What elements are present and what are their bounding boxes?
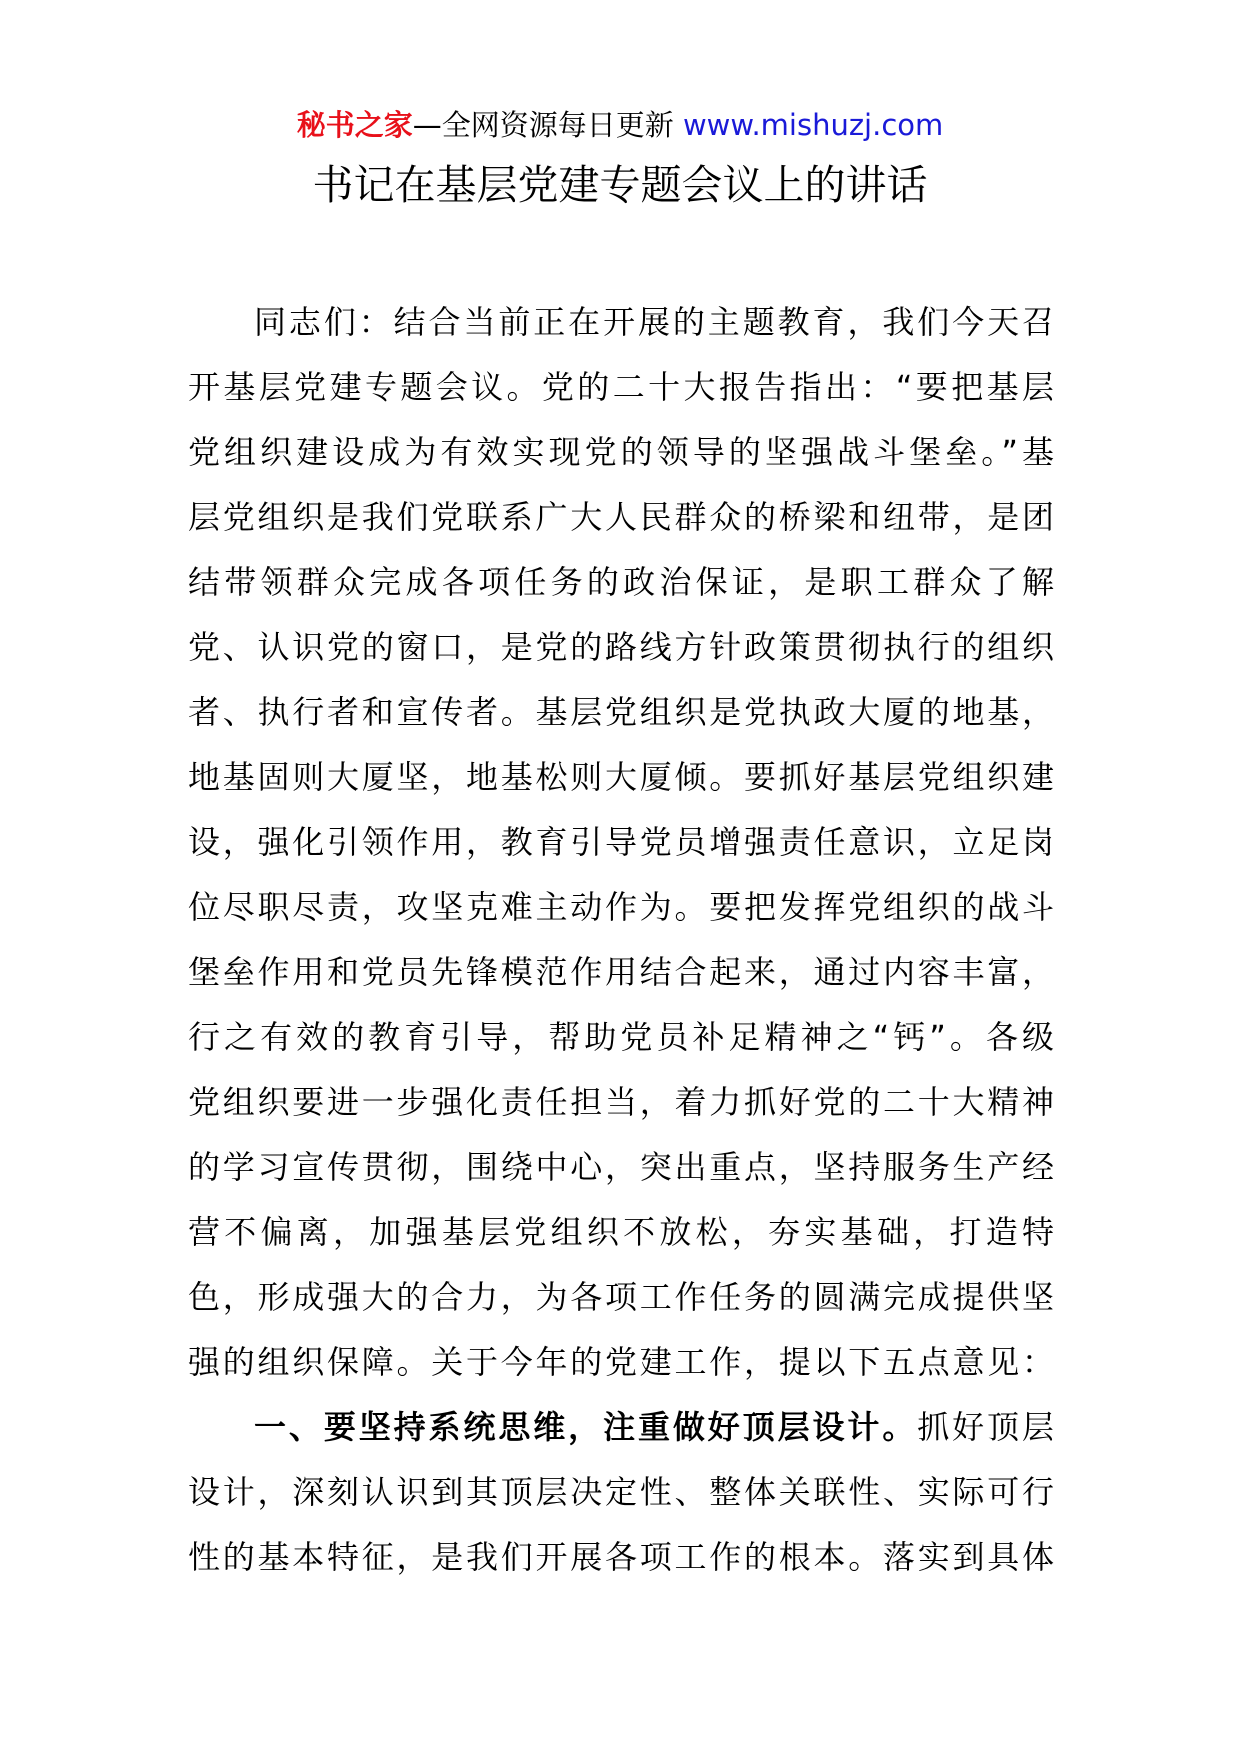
- paragraph-line: 位尽职尽责，攻坚克难主动作为。要把发挥党组织的战斗: [188, 888, 1054, 926]
- section-1-first-line: [188, 1395, 1054, 1460]
- paragraph-line: 层党组织是我们党联系广大人民群众的桥梁和纽带，是团: [188, 498, 1054, 536]
- paragraph-line: 强的组织保障。关于今年的党建工作，提以下五点意见：: [188, 1343, 1054, 1381]
- paragraph-line: 营不偏离，加强基层党组织不放松，夯实基础，打造特: [188, 1213, 1054, 1251]
- site-url-link[interactable]: www.mishuzj.com: [682, 108, 944, 142]
- paragraph-line: 同志们：结合当前正在开展的主题教育，我们今天召: [254, 303, 1054, 341]
- paragraph-line: 设计，深刻认识到其顶层决定性、整体关联性、实际可行: [188, 1473, 1054, 1511]
- paragraph-line: 结带领群众完成各项任务的政治保证，是职工群众了解: [188, 563, 1054, 601]
- site-brand: 秘书之家: [296, 108, 413, 142]
- paragraph-line: 设，强化引领作用，教育引导党员增强责任意识，立足岗: [188, 823, 1054, 861]
- document-body: [188, 290, 1054, 1590]
- paragraph-line: 党、认识党的窗口，是党的路线方针政策贯彻执行的组织: [188, 628, 1054, 666]
- site-tagline: —全网资源每日更新: [412, 108, 683, 142]
- document-title: 书记在基层党建专题会议上的讲话: [312, 161, 928, 209]
- paragraph-line: 开基层党建专题会议。党的二十大报告指出：“要把基层: [188, 368, 1054, 406]
- paragraph-line: 性的基本特征，是我们开展各项工作的根本。落实到具体: [188, 1538, 1054, 1576]
- paragraph-line: 者、执行者和宣传者。基层党组织是党执政大厦的地基，: [188, 693, 1054, 731]
- site-header: [0, 100, 1240, 150]
- section-1-line-text: 抓好顶层: [917, 1408, 1054, 1446]
- paragraph-line: 党组织建设成为有效实现党的领导的坚强战斗堡垒。”基: [188, 433, 1054, 471]
- section-1-heading: 一、要坚持系统思维，注重做好顶层设计。: [254, 1408, 918, 1446]
- paragraph-line: 行之有效的教育引导，帮助党员补足精神之“钙”。各级: [188, 1018, 1054, 1056]
- paragraph-line: 色，形成强大的合力，为各项工作任务的圆满完成提供坚: [188, 1278, 1054, 1316]
- paragraph-line: 的学习宣传贯彻，围绕中心，突出重点，坚持服务生产经: [188, 1148, 1054, 1186]
- paragraph-line: 堡垒作用和党员先锋模范作用结合起来，通过内容丰富，: [188, 953, 1054, 991]
- paragraph-line: 党组织要进一步强化责任担当，着力抓好党的二十大精神: [188, 1083, 1054, 1121]
- paragraph-line: 地基固则大厦坚，地基松则大厦倾。要抓好基层党组织建: [188, 758, 1054, 796]
